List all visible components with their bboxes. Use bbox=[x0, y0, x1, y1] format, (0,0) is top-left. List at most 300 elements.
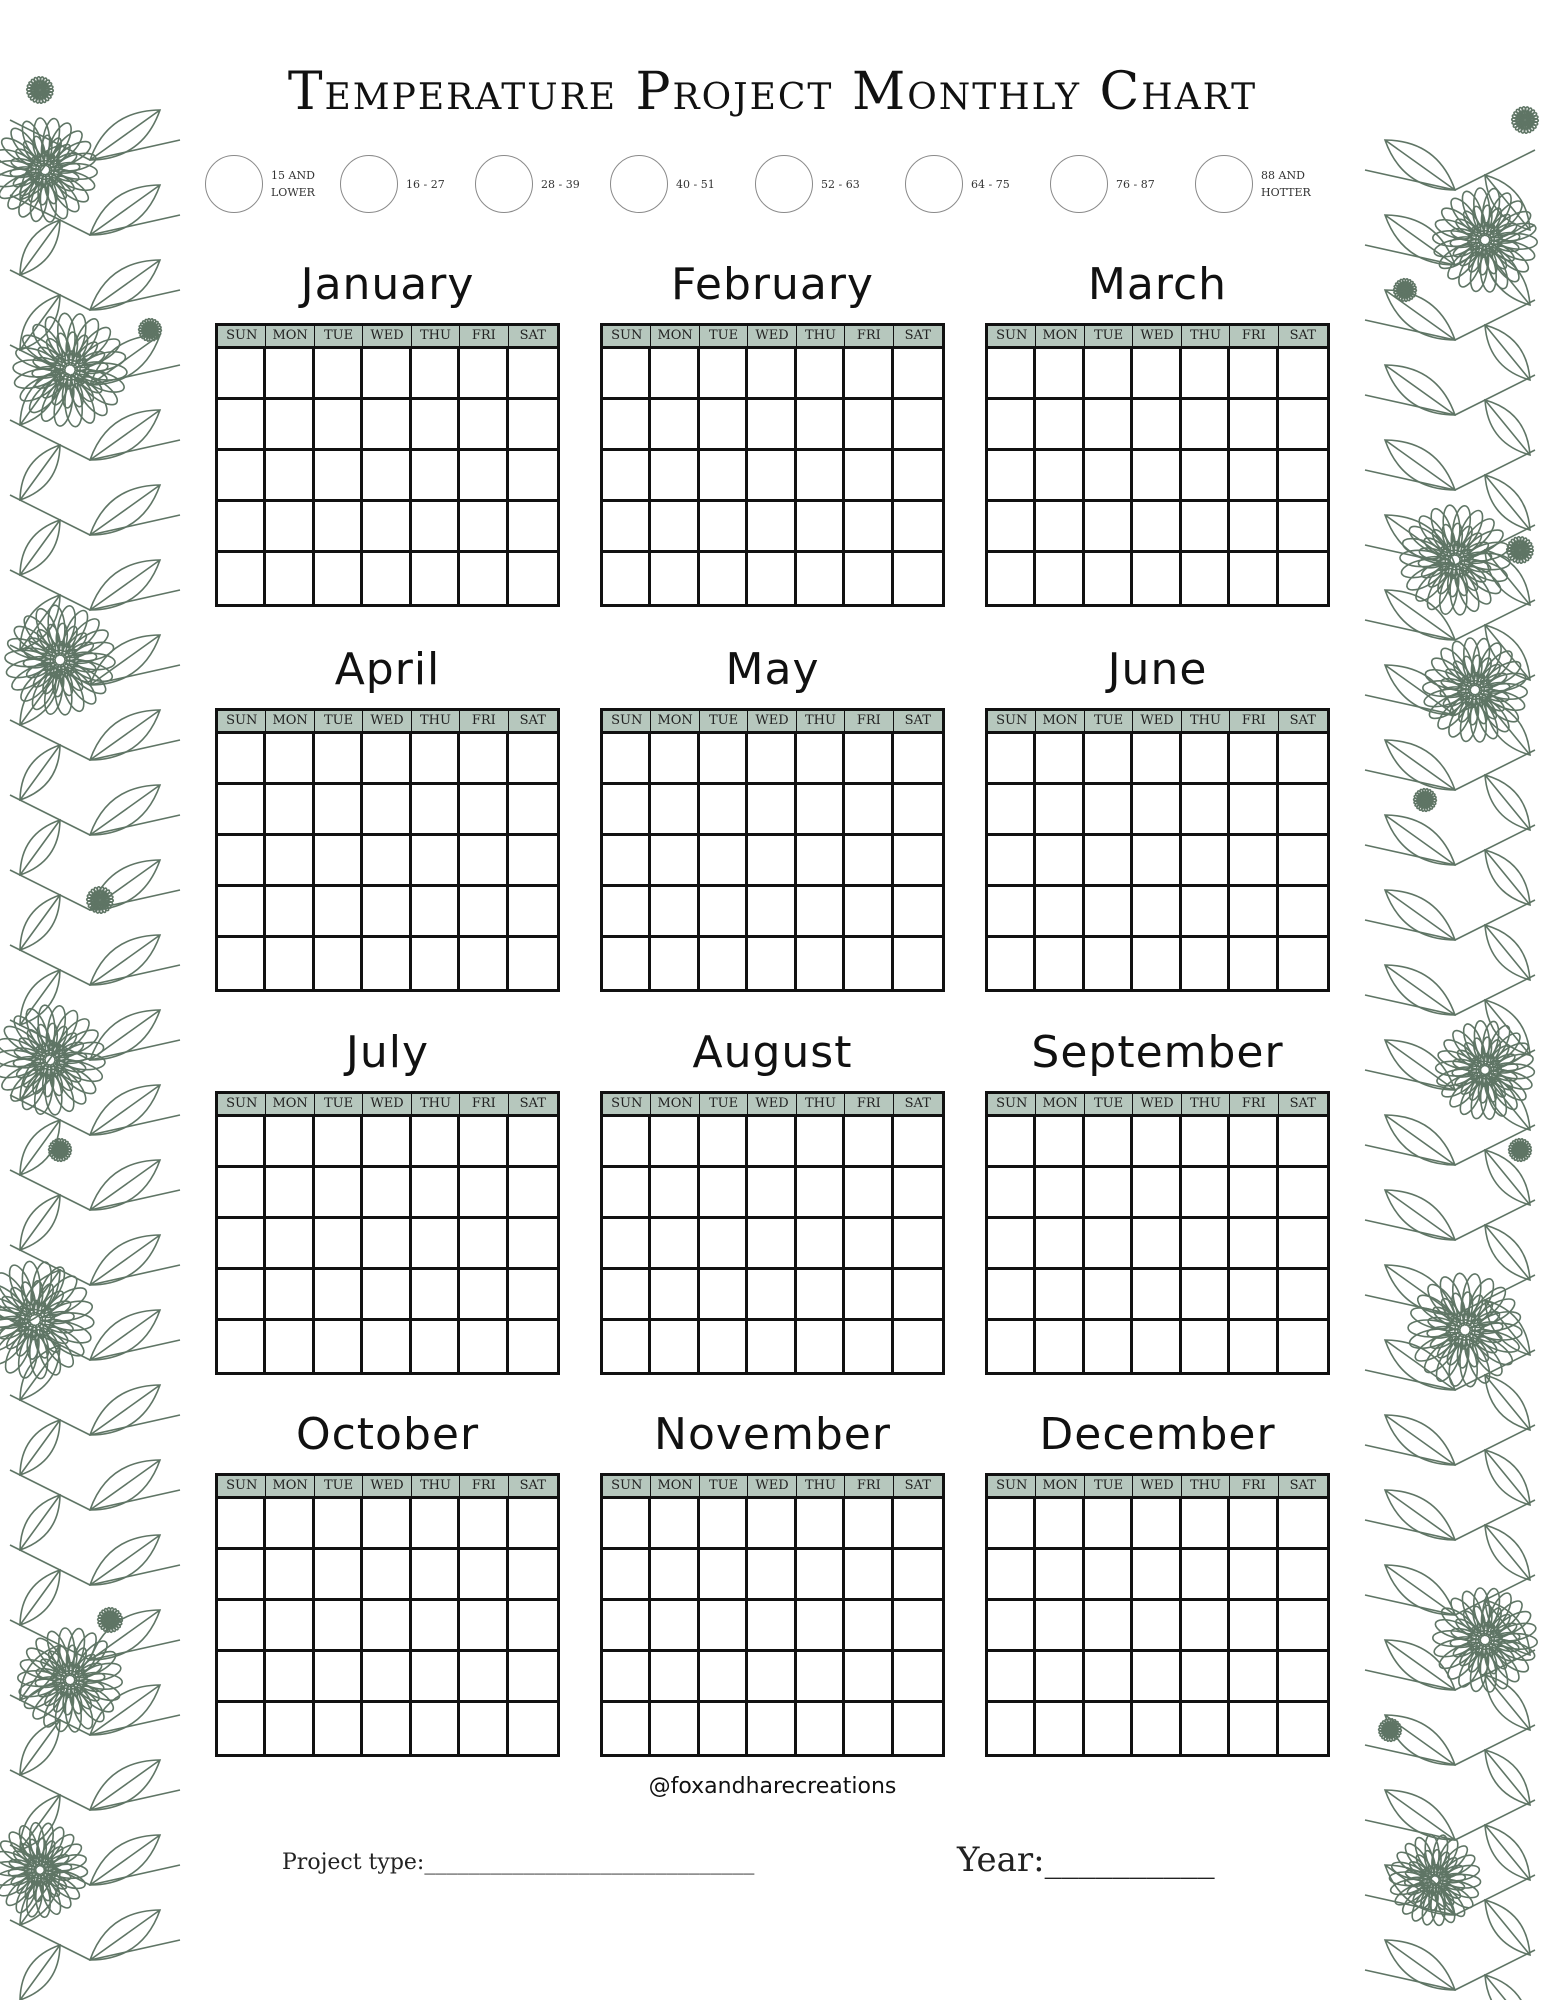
day-cell[interactable] bbox=[509, 349, 557, 400]
day-cell[interactable] bbox=[1182, 553, 1230, 604]
day-cell[interactable] bbox=[1182, 502, 1230, 553]
day-cell[interactable] bbox=[1279, 1499, 1327, 1550]
day-cell[interactable] bbox=[845, 734, 893, 785]
day-cell[interactable] bbox=[1230, 1117, 1278, 1168]
day-cell[interactable] bbox=[412, 1499, 460, 1550]
day-cell[interactable] bbox=[988, 1550, 1036, 1601]
day-cell[interactable] bbox=[1085, 785, 1133, 836]
day-cell[interactable] bbox=[845, 887, 893, 938]
day-cell[interactable] bbox=[218, 1321, 266, 1372]
day-cell[interactable] bbox=[988, 785, 1036, 836]
day-cell[interactable] bbox=[700, 938, 748, 989]
day-cell[interactable] bbox=[1230, 1219, 1278, 1270]
day-cell[interactable] bbox=[315, 1499, 363, 1550]
day-cell[interactable] bbox=[412, 400, 460, 451]
day-cell[interactable] bbox=[651, 1270, 699, 1321]
day-cell[interactable] bbox=[894, 1117, 942, 1168]
day-cell[interactable] bbox=[509, 451, 557, 502]
day-cell[interactable] bbox=[1133, 349, 1181, 400]
day-cell[interactable] bbox=[1230, 502, 1278, 553]
legend-swatch-circle[interactable] bbox=[755, 155, 813, 213]
day-cell[interactable] bbox=[700, 785, 748, 836]
day-cell[interactable] bbox=[651, 938, 699, 989]
day-cell[interactable] bbox=[988, 1499, 1036, 1550]
day-cell[interactable] bbox=[412, 451, 460, 502]
day-cell[interactable] bbox=[1036, 887, 1084, 938]
day-cell[interactable] bbox=[1036, 1168, 1084, 1219]
day-cell[interactable] bbox=[651, 785, 699, 836]
day-cell[interactable] bbox=[509, 553, 557, 604]
day-cell[interactable] bbox=[894, 1168, 942, 1219]
day-cell[interactable] bbox=[363, 1703, 411, 1754]
day-cell[interactable] bbox=[748, 734, 796, 785]
day-cell[interactable] bbox=[1182, 1550, 1230, 1601]
day-cell[interactable] bbox=[797, 836, 845, 887]
day-cell[interactable] bbox=[1230, 836, 1278, 887]
day-cell[interactable] bbox=[797, 1168, 845, 1219]
day-cell[interactable] bbox=[748, 1550, 796, 1601]
day-cell[interactable] bbox=[266, 1321, 314, 1372]
day-cell[interactable] bbox=[509, 400, 557, 451]
day-cell[interactable] bbox=[1133, 1168, 1181, 1219]
day-cell[interactable] bbox=[894, 1499, 942, 1550]
day-cell[interactable] bbox=[460, 785, 508, 836]
day-cell[interactable] bbox=[797, 1321, 845, 1372]
day-cell[interactable] bbox=[363, 1601, 411, 1652]
legend-swatch-circle[interactable] bbox=[905, 155, 963, 213]
day-cell[interactable] bbox=[412, 1168, 460, 1219]
day-cell[interactable] bbox=[412, 785, 460, 836]
day-cell[interactable] bbox=[700, 1219, 748, 1270]
day-cell[interactable] bbox=[603, 1219, 651, 1270]
day-cell[interactable] bbox=[845, 502, 893, 553]
day-cell[interactable] bbox=[460, 553, 508, 604]
day-cell[interactable] bbox=[845, 451, 893, 502]
day-cell[interactable] bbox=[218, 349, 266, 400]
day-cell[interactable] bbox=[1085, 1117, 1133, 1168]
day-cell[interactable] bbox=[1133, 1219, 1181, 1270]
day-cell[interactable] bbox=[797, 938, 845, 989]
day-cell[interactable] bbox=[315, 451, 363, 502]
day-cell[interactable] bbox=[845, 349, 893, 400]
day-cell[interactable] bbox=[509, 1703, 557, 1754]
day-cell[interactable] bbox=[1230, 938, 1278, 989]
day-cell[interactable] bbox=[509, 1601, 557, 1652]
day-cell[interactable] bbox=[1182, 1270, 1230, 1321]
day-cell[interactable] bbox=[651, 1117, 699, 1168]
day-cell[interactable] bbox=[603, 1270, 651, 1321]
day-cell[interactable] bbox=[315, 1270, 363, 1321]
legend-swatch-circle[interactable] bbox=[1195, 155, 1253, 213]
day-cell[interactable] bbox=[315, 938, 363, 989]
day-cell[interactable] bbox=[1085, 1550, 1133, 1601]
day-cell[interactable] bbox=[1182, 1117, 1230, 1168]
day-cell[interactable] bbox=[1036, 1652, 1084, 1703]
day-cell[interactable] bbox=[748, 1652, 796, 1703]
day-cell[interactable] bbox=[266, 1601, 314, 1652]
day-cell[interactable] bbox=[1036, 1499, 1084, 1550]
day-cell[interactable] bbox=[603, 734, 651, 785]
day-cell[interactable] bbox=[412, 1321, 460, 1372]
day-cell[interactable] bbox=[1133, 1499, 1181, 1550]
day-cell[interactable] bbox=[748, 1117, 796, 1168]
day-cell[interactable] bbox=[363, 1652, 411, 1703]
day-cell[interactable] bbox=[509, 502, 557, 553]
day-cell[interactable] bbox=[412, 836, 460, 887]
day-cell[interactable] bbox=[1182, 785, 1230, 836]
day-cell[interactable] bbox=[988, 553, 1036, 604]
day-cell[interactable] bbox=[460, 1168, 508, 1219]
day-cell[interactable] bbox=[1279, 451, 1327, 502]
day-cell[interactable] bbox=[1036, 553, 1084, 604]
day-cell[interactable] bbox=[845, 1219, 893, 1270]
day-cell[interactable] bbox=[509, 1550, 557, 1601]
day-cell[interactable] bbox=[1133, 502, 1181, 553]
legend-swatch-circle[interactable] bbox=[205, 155, 263, 213]
day-cell[interactable] bbox=[1230, 1168, 1278, 1219]
day-cell[interactable] bbox=[797, 400, 845, 451]
day-cell[interactable] bbox=[603, 502, 651, 553]
day-cell[interactable] bbox=[218, 1219, 266, 1270]
day-cell[interactable] bbox=[748, 502, 796, 553]
day-cell[interactable] bbox=[1036, 938, 1084, 989]
day-cell[interactable] bbox=[1182, 451, 1230, 502]
day-cell[interactable] bbox=[266, 1270, 314, 1321]
day-cell[interactable] bbox=[603, 785, 651, 836]
day-cell[interactable] bbox=[363, 938, 411, 989]
day-cell[interactable] bbox=[797, 1601, 845, 1652]
day-cell[interactable] bbox=[315, 785, 363, 836]
day-cell[interactable] bbox=[1230, 553, 1278, 604]
day-cell[interactable] bbox=[218, 400, 266, 451]
day-cell[interactable] bbox=[1133, 1321, 1181, 1372]
day-cell[interactable] bbox=[845, 1168, 893, 1219]
day-cell[interactable] bbox=[412, 1703, 460, 1754]
day-cell[interactable] bbox=[603, 1499, 651, 1550]
day-cell[interactable] bbox=[218, 1168, 266, 1219]
legend-swatch-circle[interactable] bbox=[340, 155, 398, 213]
day-cell[interactable] bbox=[1133, 1550, 1181, 1601]
day-cell[interactable] bbox=[700, 1550, 748, 1601]
day-cell[interactable] bbox=[1085, 400, 1133, 451]
day-cell[interactable] bbox=[603, 1117, 651, 1168]
day-cell[interactable] bbox=[797, 502, 845, 553]
day-cell[interactable] bbox=[1133, 1703, 1181, 1754]
day-cell[interactable] bbox=[1133, 836, 1181, 887]
day-cell[interactable] bbox=[894, 887, 942, 938]
day-cell[interactable] bbox=[266, 836, 314, 887]
day-cell[interactable] bbox=[797, 1499, 845, 1550]
day-cell[interactable] bbox=[266, 349, 314, 400]
day-cell[interactable] bbox=[1230, 785, 1278, 836]
day-cell[interactable] bbox=[1036, 502, 1084, 553]
day-cell[interactable] bbox=[363, 1270, 411, 1321]
day-cell[interactable] bbox=[1182, 349, 1230, 400]
day-cell[interactable] bbox=[460, 1499, 508, 1550]
day-cell[interactable] bbox=[894, 1219, 942, 1270]
day-cell[interactable] bbox=[363, 1168, 411, 1219]
day-cell[interactable] bbox=[1279, 1168, 1327, 1219]
day-cell[interactable] bbox=[460, 1117, 508, 1168]
day-cell[interactable] bbox=[1230, 1321, 1278, 1372]
day-cell[interactable] bbox=[748, 836, 796, 887]
day-cell[interactable] bbox=[1230, 1703, 1278, 1754]
day-cell[interactable] bbox=[894, 1550, 942, 1601]
day-cell[interactable] bbox=[1182, 1703, 1230, 1754]
day-cell[interactable] bbox=[797, 349, 845, 400]
day-cell[interactable] bbox=[845, 1601, 893, 1652]
day-cell[interactable] bbox=[266, 1117, 314, 1168]
day-cell[interactable] bbox=[1230, 734, 1278, 785]
day-cell[interactable] bbox=[509, 887, 557, 938]
day-cell[interactable] bbox=[651, 502, 699, 553]
day-cell[interactable] bbox=[509, 1652, 557, 1703]
day-cell[interactable] bbox=[988, 1168, 1036, 1219]
day-cell[interactable] bbox=[1279, 553, 1327, 604]
day-cell[interactable] bbox=[894, 1270, 942, 1321]
day-cell[interactable] bbox=[509, 836, 557, 887]
day-cell[interactable] bbox=[603, 451, 651, 502]
day-cell[interactable] bbox=[603, 887, 651, 938]
day-cell[interactable] bbox=[1279, 836, 1327, 887]
day-cell[interactable] bbox=[797, 1117, 845, 1168]
day-cell[interactable] bbox=[363, 1219, 411, 1270]
day-cell[interactable] bbox=[988, 1219, 1036, 1270]
day-cell[interactable] bbox=[1036, 1270, 1084, 1321]
day-cell[interactable] bbox=[218, 1117, 266, 1168]
day-cell[interactable] bbox=[603, 836, 651, 887]
day-cell[interactable] bbox=[412, 1270, 460, 1321]
day-cell[interactable] bbox=[845, 1652, 893, 1703]
day-cell[interactable] bbox=[603, 400, 651, 451]
day-cell[interactable] bbox=[894, 1703, 942, 1754]
day-cell[interactable] bbox=[748, 451, 796, 502]
day-cell[interactable] bbox=[315, 1652, 363, 1703]
day-cell[interactable] bbox=[797, 1550, 845, 1601]
day-cell[interactable] bbox=[218, 553, 266, 604]
day-cell[interactable] bbox=[748, 1321, 796, 1372]
day-cell[interactable] bbox=[1085, 1219, 1133, 1270]
day-cell[interactable] bbox=[412, 1117, 460, 1168]
day-cell[interactable] bbox=[1133, 400, 1181, 451]
day-cell[interactable] bbox=[988, 1117, 1036, 1168]
day-cell[interactable] bbox=[894, 785, 942, 836]
day-cell[interactable] bbox=[651, 553, 699, 604]
day-cell[interactable] bbox=[651, 836, 699, 887]
day-cell[interactable] bbox=[363, 1321, 411, 1372]
day-cell[interactable] bbox=[894, 1601, 942, 1652]
day-cell[interactable] bbox=[845, 400, 893, 451]
day-cell[interactable] bbox=[1230, 400, 1278, 451]
day-cell[interactable] bbox=[509, 1321, 557, 1372]
day-cell[interactable] bbox=[412, 734, 460, 785]
day-cell[interactable] bbox=[1279, 1219, 1327, 1270]
day-cell[interactable] bbox=[363, 1550, 411, 1601]
day-cell[interactable] bbox=[700, 887, 748, 938]
day-cell[interactable] bbox=[603, 553, 651, 604]
day-cell[interactable] bbox=[1085, 1499, 1133, 1550]
day-cell[interactable] bbox=[460, 836, 508, 887]
day-cell[interactable] bbox=[1279, 349, 1327, 400]
day-cell[interactable] bbox=[651, 400, 699, 451]
day-cell[interactable] bbox=[700, 451, 748, 502]
day-cell[interactable] bbox=[460, 1703, 508, 1754]
day-cell[interactable] bbox=[1085, 887, 1133, 938]
day-cell[interactable] bbox=[218, 1601, 266, 1652]
day-cell[interactable] bbox=[266, 1652, 314, 1703]
day-cell[interactable] bbox=[700, 1703, 748, 1754]
day-cell[interactable] bbox=[1279, 1270, 1327, 1321]
day-cell[interactable] bbox=[1182, 1168, 1230, 1219]
day-cell[interactable] bbox=[1085, 1270, 1133, 1321]
day-cell[interactable] bbox=[1036, 1321, 1084, 1372]
day-cell[interactable] bbox=[651, 887, 699, 938]
day-cell[interactable] bbox=[797, 785, 845, 836]
day-cell[interactable] bbox=[700, 1168, 748, 1219]
day-cell[interactable] bbox=[363, 502, 411, 553]
day-cell[interactable] bbox=[700, 553, 748, 604]
day-cell[interactable] bbox=[1036, 400, 1084, 451]
day-cell[interactable] bbox=[894, 1321, 942, 1372]
day-cell[interactable] bbox=[797, 451, 845, 502]
day-cell[interactable] bbox=[651, 1652, 699, 1703]
day-cell[interactable] bbox=[1036, 1601, 1084, 1652]
day-cell[interactable] bbox=[1133, 734, 1181, 785]
day-cell[interactable] bbox=[845, 785, 893, 836]
day-cell[interactable] bbox=[315, 400, 363, 451]
day-cell[interactable] bbox=[988, 400, 1036, 451]
day-cell[interactable] bbox=[266, 502, 314, 553]
day-cell[interactable] bbox=[1182, 1219, 1230, 1270]
day-cell[interactable] bbox=[363, 887, 411, 938]
day-cell[interactable] bbox=[315, 1601, 363, 1652]
day-cell[interactable] bbox=[218, 451, 266, 502]
day-cell[interactable] bbox=[266, 451, 314, 502]
day-cell[interactable] bbox=[315, 553, 363, 604]
day-cell[interactable] bbox=[988, 938, 1036, 989]
legend-swatch-circle[interactable] bbox=[1050, 155, 1108, 213]
day-cell[interactable] bbox=[1085, 1601, 1133, 1652]
day-cell[interactable] bbox=[1133, 1601, 1181, 1652]
day-cell[interactable] bbox=[894, 938, 942, 989]
day-cell[interactable] bbox=[797, 553, 845, 604]
day-cell[interactable] bbox=[1085, 1321, 1133, 1372]
day-cell[interactable] bbox=[1133, 1270, 1181, 1321]
day-cell[interactable] bbox=[845, 1550, 893, 1601]
day-cell[interactable] bbox=[748, 1601, 796, 1652]
day-cell[interactable] bbox=[1230, 1652, 1278, 1703]
day-cell[interactable] bbox=[509, 1168, 557, 1219]
day-cell[interactable] bbox=[988, 734, 1036, 785]
day-cell[interactable] bbox=[363, 1117, 411, 1168]
day-cell[interactable] bbox=[460, 734, 508, 785]
day-cell[interactable] bbox=[1279, 1703, 1327, 1754]
day-cell[interactable] bbox=[1036, 785, 1084, 836]
day-cell[interactable] bbox=[460, 400, 508, 451]
day-cell[interactable] bbox=[1182, 1601, 1230, 1652]
day-cell[interactable] bbox=[412, 1652, 460, 1703]
day-cell[interactable] bbox=[651, 1168, 699, 1219]
day-cell[interactable] bbox=[1230, 349, 1278, 400]
day-cell[interactable] bbox=[988, 836, 1036, 887]
year-field[interactable]: Year:__________ bbox=[957, 1840, 1215, 1880]
day-cell[interactable] bbox=[748, 1219, 796, 1270]
day-cell[interactable] bbox=[363, 785, 411, 836]
day-cell[interactable] bbox=[700, 1601, 748, 1652]
day-cell[interactable] bbox=[1279, 400, 1327, 451]
day-cell[interactable] bbox=[412, 938, 460, 989]
day-cell[interactable] bbox=[748, 1168, 796, 1219]
day-cell[interactable] bbox=[509, 1499, 557, 1550]
day-cell[interactable] bbox=[1085, 1168, 1133, 1219]
legend-swatch-circle[interactable] bbox=[610, 155, 668, 213]
day-cell[interactable] bbox=[218, 887, 266, 938]
day-cell[interactable] bbox=[460, 1321, 508, 1372]
day-cell[interactable] bbox=[1133, 1117, 1181, 1168]
day-cell[interactable] bbox=[460, 938, 508, 989]
day-cell[interactable] bbox=[266, 785, 314, 836]
day-cell[interactable] bbox=[1182, 1321, 1230, 1372]
day-cell[interactable] bbox=[412, 1601, 460, 1652]
day-cell[interactable] bbox=[748, 1499, 796, 1550]
day-cell[interactable] bbox=[1230, 887, 1278, 938]
day-cell[interactable] bbox=[603, 1550, 651, 1601]
day-cell[interactable] bbox=[266, 887, 314, 938]
day-cell[interactable] bbox=[218, 836, 266, 887]
day-cell[interactable] bbox=[1036, 451, 1084, 502]
day-cell[interactable] bbox=[700, 349, 748, 400]
day-cell[interactable] bbox=[509, 1270, 557, 1321]
day-cell[interactable] bbox=[1036, 836, 1084, 887]
day-cell[interactable] bbox=[845, 938, 893, 989]
legend-swatch-circle[interactable] bbox=[475, 155, 533, 213]
day-cell[interactable] bbox=[218, 785, 266, 836]
day-cell[interactable] bbox=[1085, 1703, 1133, 1754]
day-cell[interactable] bbox=[1230, 1601, 1278, 1652]
day-cell[interactable] bbox=[1036, 349, 1084, 400]
day-cell[interactable] bbox=[651, 451, 699, 502]
day-cell[interactable] bbox=[315, 1117, 363, 1168]
day-cell[interactable] bbox=[315, 836, 363, 887]
day-cell[interactable] bbox=[700, 1499, 748, 1550]
day-cell[interactable] bbox=[748, 400, 796, 451]
day-cell[interactable] bbox=[651, 349, 699, 400]
day-cell[interactable] bbox=[218, 1270, 266, 1321]
day-cell[interactable] bbox=[1133, 785, 1181, 836]
day-cell[interactable] bbox=[1085, 502, 1133, 553]
day-cell[interactable] bbox=[460, 887, 508, 938]
day-cell[interactable] bbox=[412, 349, 460, 400]
day-cell[interactable] bbox=[894, 349, 942, 400]
day-cell[interactable] bbox=[651, 1499, 699, 1550]
day-cell[interactable] bbox=[603, 349, 651, 400]
day-cell[interactable] bbox=[460, 1550, 508, 1601]
day-cell[interactable] bbox=[797, 1652, 845, 1703]
day-cell[interactable] bbox=[748, 553, 796, 604]
day-cell[interactable] bbox=[603, 1601, 651, 1652]
day-cell[interactable] bbox=[651, 1601, 699, 1652]
day-cell[interactable] bbox=[1279, 1117, 1327, 1168]
day-cell[interactable] bbox=[1036, 1703, 1084, 1754]
day-cell[interactable] bbox=[988, 1652, 1036, 1703]
day-cell[interactable] bbox=[748, 1703, 796, 1754]
day-cell[interactable] bbox=[748, 1270, 796, 1321]
day-cell[interactable] bbox=[894, 836, 942, 887]
day-cell[interactable] bbox=[894, 1652, 942, 1703]
day-cell[interactable] bbox=[700, 1117, 748, 1168]
day-cell[interactable] bbox=[1230, 1499, 1278, 1550]
day-cell[interactable] bbox=[845, 1703, 893, 1754]
